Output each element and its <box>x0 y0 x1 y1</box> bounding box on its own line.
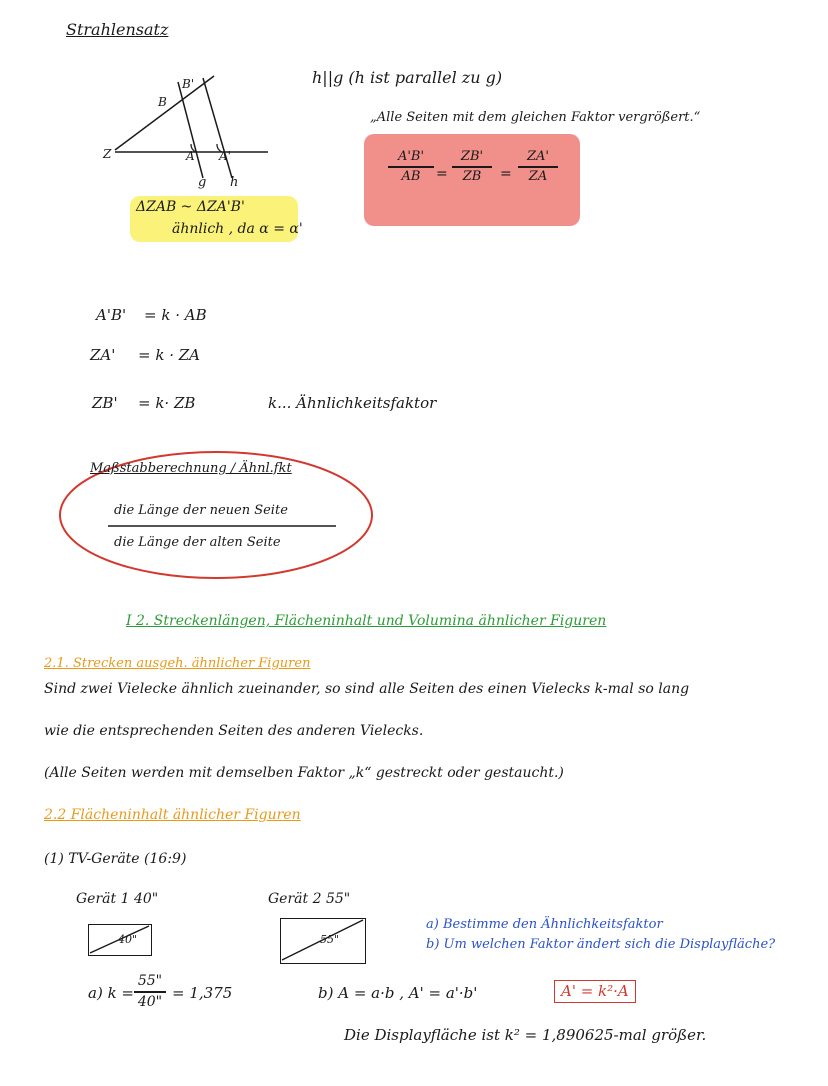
subsection-2-1-heading: 2.1. Strecken ausgeh. ähnlicher Figuren <box>44 656 311 671</box>
scale-title: Maßstabberechnung / Ähnl.fkt <box>90 461 292 476</box>
section-heading: I 2. Streckenlängen, Flächeninhalt und Volumina ähnlicher Figuren <box>126 613 607 629</box>
task-b: b) Um welchen Faktor ändert sich die Displayfläche? <box>426 937 776 952</box>
label-a: A <box>186 149 195 163</box>
scale-denominator: die Länge der alten Seite <box>114 535 281 550</box>
ratio-1-den: AB <box>401 168 421 184</box>
example-title: (1) TV-Geräte (16:9) <box>44 851 187 867</box>
task-a: a) Bestimme den Ähnlichkeitsfaktor <box>426 917 663 932</box>
solution-a-result: = 1,375 <box>172 984 233 1002</box>
solution-a-fraction <box>134 974 166 1010</box>
label-b-prime: B' <box>182 77 195 91</box>
label-b: B <box>158 95 167 109</box>
device-1-diagonal-label: 40" <box>118 933 138 946</box>
device-1-label: Gerät 1 40" <box>76 891 159 907</box>
k-definition: k... Ähnlichkeitsfaktor <box>268 394 437 412</box>
ratio-eq-1: = <box>436 166 448 182</box>
ratio-eq-2: = <box>500 166 512 182</box>
label-g: g <box>198 175 207 190</box>
subsection-2-1-line2: wie die entsprechenden Seiten des anderen Vielecks. <box>44 723 424 739</box>
solution-a-numerator: 55" <box>137 973 163 989</box>
ratio-2-den: ZB <box>462 168 482 184</box>
similarity-reason: ähnlich , da α = α' <box>172 221 303 237</box>
ratio-3-num: ZA' <box>527 149 549 164</box>
quote: „Alle Seiten mit dem gleichen Faktor vergrößert.“ <box>370 110 701 125</box>
device-2-label: Gerät 2 55" <box>268 891 351 907</box>
similarity-statement: ΔZAB ~ ΔZA'B' <box>136 199 245 215</box>
scale-numerator: die Länge der neuen Seite <box>114 503 288 518</box>
subsection-2-1-line1: Sind zwei Vielecke ähnlich zueinander, so sind alle Seiten des einen Vielecks k-mal so lang <box>44 681 690 697</box>
ratio-3-den: ZA <box>528 168 548 184</box>
subsection-2-1-line3: (Alle Seiten werden mit demselben Faktor „k“ gestreckt oder gestaucht.) <box>44 765 564 781</box>
formula-2-rhs: = k · ZA <box>138 346 200 364</box>
formula-2-lhs: ZA' <box>90 346 116 364</box>
formula-3-lhs: ZB' <box>92 394 118 412</box>
formula-3-rhs: = k· ZB <box>138 394 196 412</box>
page-title: Strahlensatz <box>66 20 169 39</box>
label-h: h <box>230 175 239 190</box>
solution-a-prefix: a) k = <box>88 984 134 1002</box>
label-a-prime: A' <box>219 149 231 163</box>
ratio-1-num: A'B' <box>397 149 425 164</box>
solution-b-formula-box: A' = k²·A <box>554 980 636 1003</box>
formula-1-rhs: = k · AB <box>144 306 207 324</box>
solution-b: b) A = a·b , A' = a'·b' <box>318 984 478 1002</box>
conclusion: Die Displayfläche ist k² = 1,890625-mal größer. <box>344 1026 707 1044</box>
parallel-note: h||g (h ist parallel zu g) <box>312 68 503 87</box>
subsection-2-2-heading: 2.2 Flächeninhalt ähnlicher Figuren <box>44 807 301 823</box>
ratio-2-num: ZB' <box>460 149 484 164</box>
label-z: Z <box>103 147 112 161</box>
solution-a-denominator: 40" <box>137 993 163 1010</box>
formula-1-lhs: A'B' <box>96 306 127 324</box>
device-2-diagonal-label: 55" <box>320 933 340 946</box>
